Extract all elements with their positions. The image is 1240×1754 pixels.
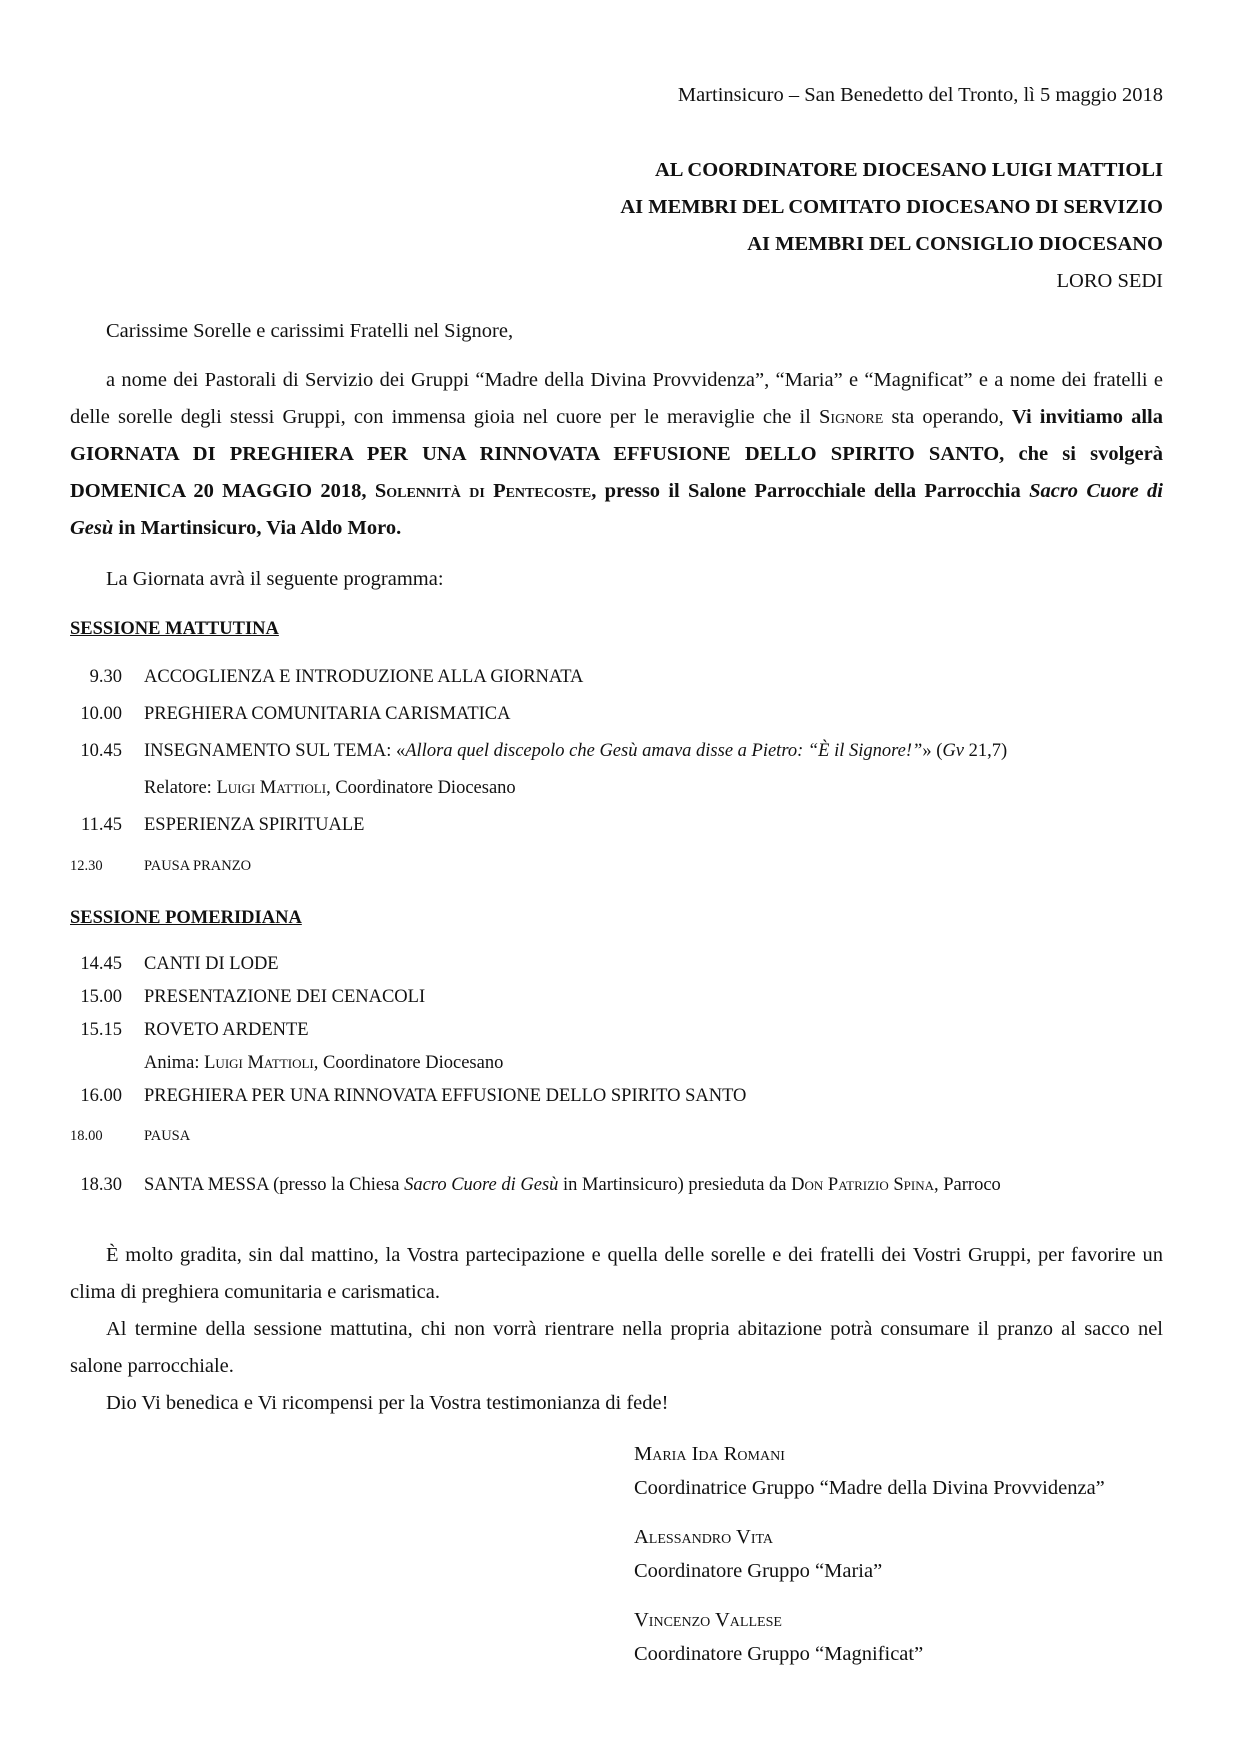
mass-text: SANTA MESSA (presso la Chiesa	[144, 1175, 405, 1195]
signature-name-3: Vincenzo Vallese	[634, 1609, 782, 1631]
afternoon-time-5: 18.00	[70, 1128, 103, 1144]
closing-paragraph-3: Dio Vi benedica e Vi ricompensi per la Vostra testimonianza di fede!	[106, 1392, 669, 1414]
afternoon-time-3: 15.15	[80, 1020, 122, 1040]
mass-priest: Don Patrizio Spina	[791, 1175, 935, 1195]
closing-paragraph-1: È molto gradita, sin dal mattino, la Vostra partecipazione e quella delle sorelle e dei fratelli dei Vostri Gruppi, per favorire un clima di preghiera comunitaria e carismatica.	[70, 1244, 1163, 1303]
morning-speaker	[144, 778, 516, 799]
afternoon-item-2: PRESENTAZIONE DEI CENACOLI	[144, 987, 426, 1007]
morning-item-3-after: » (	[922, 741, 943, 761]
morning-item-4: ESPERIENZA SPIRITUALE	[144, 815, 365, 835]
afternoon-time-6: 18.30	[80, 1175, 122, 1195]
dateline: Martinsicuro – San Benedetto del Tronto, lì 5 maggio 2018	[677, 84, 1163, 106]
recipient-line-3: AI MEMBRI DEL CONSIGLIO DIOCESANO	[747, 233, 1163, 255]
afternoon-item-4: PREGHIERA PER UNA RINNOVATA EFFUSIONE DELLO SPIRITO SANTO	[144, 1086, 747, 1106]
signature-role-1: Coordinatrice Gruppo “Madre della Divina Provvidenza”	[634, 1477, 1105, 1499]
morning-item-3-ref: 21,7)	[963, 741, 1008, 761]
afternoon-item-5: PAUSA	[144, 1128, 191, 1144]
intro-church: Sacro Cuore di Gesù	[70, 480, 1163, 539]
greeting: Carissime Sorelle e carissimi Fratelli nel Signore,	[106, 320, 514, 342]
intro-paragraph	[70, 362, 1163, 547]
afternoon-item-1: CANTI DI LODE	[144, 954, 279, 974]
morning-item-3	[144, 741, 1007, 762]
intro-bold-3: , presso il Salone Parrocchiale della Parrocchia	[591, 480, 1030, 502]
anima-role: , Coordinatore Diocesano	[313, 1053, 504, 1073]
afternoon-section-title: SESSIONE POMERIDIANA	[70, 908, 302, 928]
morning-time-1: 9.30	[89, 667, 122, 687]
morning-item-3-book: Gv	[942, 741, 964, 761]
morning-item-5: PAUSA PRANZO	[144, 858, 252, 874]
morning-item-1: ACCOGLIENZA E INTRODUZIONE ALLA GIORNATA	[144, 667, 584, 687]
intro-text-3: sta operando,	[883, 406, 1012, 428]
intro-bold-5: in Martinsicuro, Via Aldo Moro.	[113, 517, 402, 539]
morning-item-3-quote: Allora quel discepolo che Gesù amava disse a Pietro: “È il Signore!”	[405, 741, 923, 761]
intro-text-1: a nome dei Pastorali di Servizio dei Gruppi “Madre della Divina Provvidenza”, “Maria” e “Magnificat” e a nome dei fratelli e delle sorelle degli stessi Gruppi, con immensa gioia nel cuore per le meraviglie che il	[70, 369, 1163, 428]
intro-signore: Signore	[819, 406, 884, 428]
signature-role-3: Coordinatore Gruppo “Magnificat”	[634, 1643, 924, 1665]
anima-prefix: Anima:	[144, 1053, 205, 1073]
recipient-line-4: LORO SEDI	[1056, 270, 1163, 292]
mass-role: , Parroco	[934, 1175, 1001, 1195]
mass-church: Sacro Cuore di Gesù	[404, 1175, 559, 1195]
afternoon-anima	[144, 1053, 503, 1074]
morning-item-3-text: INSEGNAMENTO SUL TEMA: «	[144, 741, 406, 761]
morning-time-3: 10.45	[80, 741, 122, 761]
signature-name-1: Maria Ida Romani	[634, 1443, 785, 1465]
recipient-line-2: AI MEMBRI DEL COMITATO DIOCESANO DI SERVIZIO	[620, 196, 1163, 218]
speaker-role: , Coordinatore Diocesano	[326, 778, 516, 798]
speaker-name: Luigi Mattioli	[216, 778, 327, 798]
afternoon-time-4: 16.00	[80, 1086, 122, 1106]
morning-time-5: 12.30	[70, 858, 103, 874]
morning-time-2: 10.00	[80, 704, 122, 724]
signature-role-2: Coordinatore Gruppo “Maria”	[634, 1560, 883, 1582]
afternoon-item-3: ROVETO ARDENTE	[144, 1020, 309, 1040]
morning-section-title: SESSIONE MATTUTINA	[70, 619, 279, 639]
closing-paragraph-2: Al termine della sessione mattutina, chi non vorrà rientrare nella propria abitazione potrà consumare il pranzo al sacco nel salone parrocchiale.	[70, 1318, 1163, 1377]
morning-time-4: 11.45	[81, 815, 122, 835]
morning-item-2: PREGHIERA COMUNITARIA CARISMATICA	[144, 704, 511, 724]
afternoon-item-6	[144, 1175, 1001, 1196]
afternoon-time-1: 14.45	[80, 954, 122, 974]
signature-name-2: Alessandro Vita	[634, 1526, 774, 1548]
speaker-prefix: Relatore:	[144, 778, 217, 798]
recipient-line-1: AL COORDINATORE DIOCESANO LUIGI MATTIOLI	[654, 159, 1163, 181]
anima-name: Luigi Mattioli	[204, 1053, 314, 1073]
program-intro: La Giornata avrà il seguente programma:	[106, 568, 444, 590]
afternoon-time-2: 15.00	[80, 987, 122, 1007]
intro-pentecoste: Solennità di Pentecoste	[374, 480, 592, 502]
mass-after: in Martinsicuro) presieduta da	[558, 1175, 792, 1195]
intro-bold-1: Vi invitiamo alla GIORNATA DI PREGHIERA PER UNA RINNOVATA EFFUSIONE DELLO SPIRITO SANTO, che si svolgerà DOMENICA 20 MAGGIO 2018,	[70, 406, 1163, 502]
